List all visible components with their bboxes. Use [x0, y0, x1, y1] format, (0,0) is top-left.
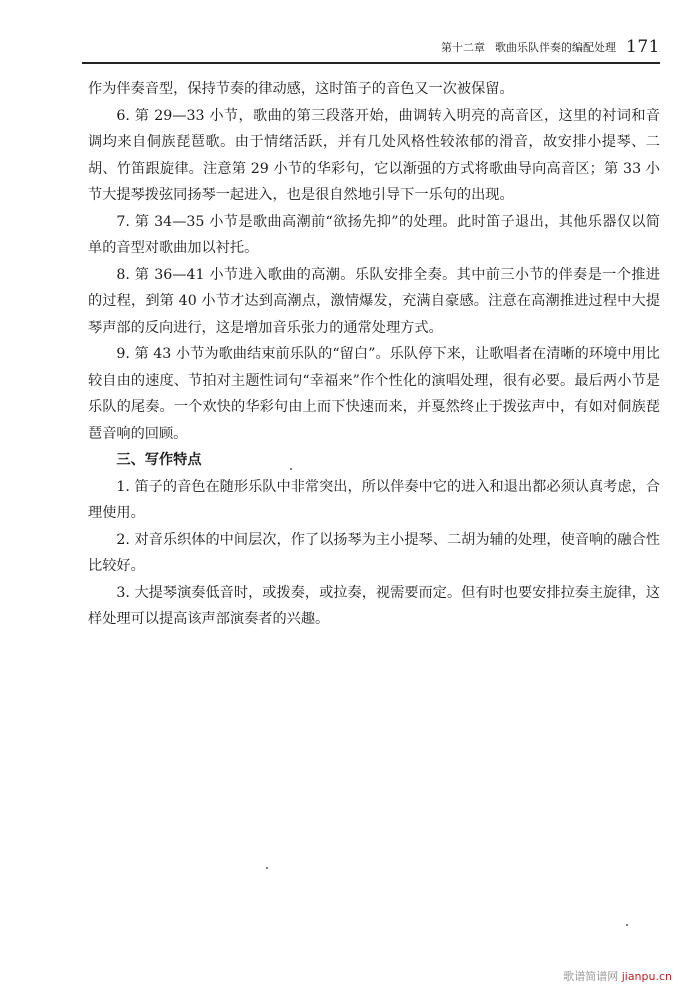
speck-mark	[266, 867, 268, 869]
chapter-title: 歌曲乐队伴奏的编配处理	[495, 41, 617, 54]
paragraph-item-6: 6. 第 29—33 小节，歌曲的第三段落开始，曲调转入明亮的高音区，这里的衬词和音调均来自侗族琵琶歌。由于情绪活跃，并有几处风格性较浓郁的滑音，故安排小提琴、二胡、竹笛跟旋律。注意第 29 小节的华彩句，它以渐强的方式将歌曲导向高音区；第 33 小节大提琴拨弦同扬琴一起进入，也是很自然地引导下一乐句的出现。	[88, 107, 660, 203]
feature-item-3: 3. 大提琴演奏低音时，或拨奏，或拉奏，视需要而定。但有时也要安排拉奏主旋律，这样处理可以提高该声部演奏者的兴趣。	[88, 584, 660, 627]
section-heading: 三、写作特点	[116, 452, 202, 468]
speck-mark	[290, 468, 292, 470]
page-body	[88, 76, 660, 633]
paragraph-item-9: 9. 第 43 小节为歌曲结束前乐队的“留白”。乐队停下来，让歌唱者在清晰的环境中用比较自由的速度、节拍对主题性词句“幸福来”作个性化的演唱处理，很有必要。最后两小节是乐队的尾奏。一个欢快的华彩句由上而下快速而来，并戛然终止于拨弦声中，有如对侗族琵琶音响的回顾。	[88, 346, 660, 442]
running-header	[398, 38, 660, 56]
site-watermark	[563, 968, 672, 984]
watermark-site-url: jianpu.cn	[621, 970, 672, 983]
page-number: 171	[626, 37, 660, 57]
feature-item-2: 2. 对音乐织体的中间层次，作了以扬琴为主小提琴、二胡为辅的处理，使音响的融合性比较好。	[88, 531, 660, 574]
feature-item-1: 1. 笛子的音色在随形乐队中非常突出，所以伴奏中它的进入和退出都必须认真考虑，合理使用。	[88, 478, 660, 521]
chapter-label: 第十二章	[441, 41, 486, 54]
paragraph-item-7: 7. 第 34—35 小节是歌曲高潮前“欲扬先抑”的处理。此时笛子退出，其他乐器仅以简单的音型对歌曲加以衬托。	[88, 213, 660, 256]
paragraph-item-8: 8. 第 36—41 小节进入歌曲的高潮。乐队安排全奏。其中前三小节的伴奏是一个推进的过程，到第 40 小节才达到高潮点，激情爆发，充满自豪感。注意在高潮推进过程中大提琴声部的反向进行，这是增加音乐张力的通常处理方式。	[88, 266, 660, 336]
paragraph-continued: 作为伴奏音型，保持节奏的律动感，这时笛子的音色又一次被保留。	[88, 81, 514, 97]
header-rule	[82, 62, 660, 64]
speck-mark	[626, 924, 628, 926]
watermark-site-name: 歌谱简谱网	[563, 970, 619, 983]
